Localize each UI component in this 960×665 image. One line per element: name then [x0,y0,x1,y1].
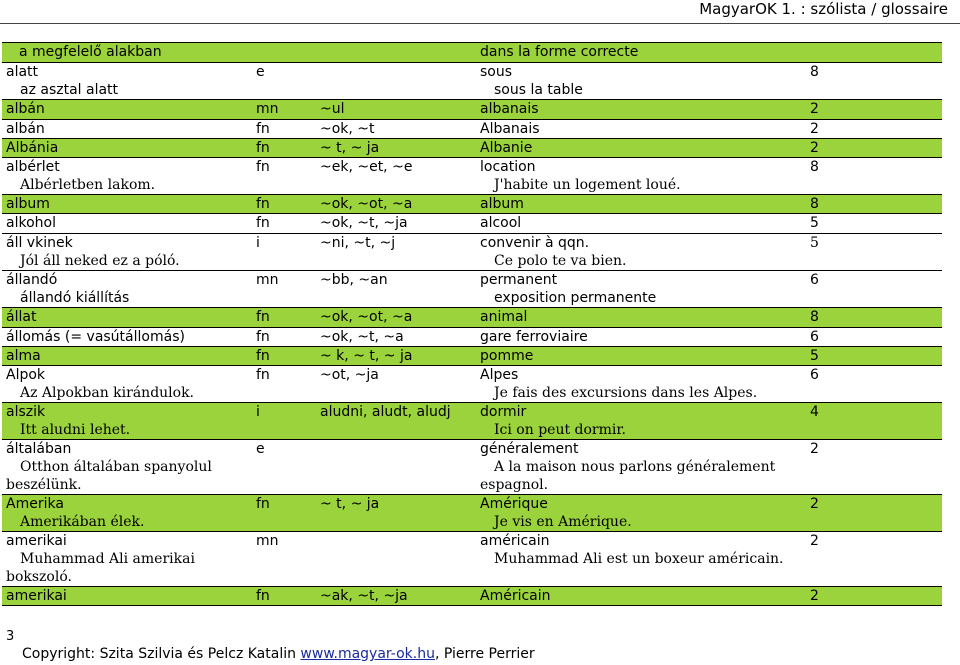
glossary-table [2,42,942,606]
word-fr: permanent [480,272,558,288]
word-fr: gare ferroviaire [480,329,588,345]
example-fr: Ici on peut dormir. [494,422,626,438]
example-fr-cont: espagnol. [480,477,549,493]
word-level: 6 [810,367,819,383]
word-suffixes: ~ok, ~t, ~ja [320,215,408,231]
website-link[interactable]: www.magyar-ok.hu [300,646,435,662]
word-level: 2 [810,441,819,457]
word-fr: albanais [476,100,806,120]
copyright-footer [22,646,535,662]
word-hu: albán [2,100,252,120]
word-suffixes: ~ok, ~ot, ~a [316,308,476,328]
example-hu: Jól áll neked ez a póló. [20,253,180,269]
example-fr: Je vis en Amérique. [494,514,632,530]
word-hu: alkohol [6,215,56,231]
word-hu: Alpok [6,367,46,383]
word-suffixes: ~ul [316,100,476,120]
word-suffixes: ~ok, ~t [320,121,375,137]
header-french: dans la forme correcte [476,43,806,63]
word-class: e [256,64,265,80]
example-fr: Muhammad Ali est un boxeur américain. [494,551,784,567]
word-hu: amerikai [2,587,252,606]
copyright-suffix: , Pierre Perrier [434,646,535,662]
word-fr: Alpes [480,367,519,383]
word-suffixes [316,532,476,587]
word-level: 2 [810,533,819,549]
word-fr: Amérique [480,496,548,512]
word-hu: amerikai [6,533,67,549]
example-fr: Ce polo te va bien. [494,253,627,269]
word-class: mn [256,533,279,549]
table-row [2,271,942,308]
word-class: fn [252,139,316,158]
word-fr: convenir à qqn. [480,235,590,251]
word-class: e [256,441,265,457]
word-class: fn [252,308,316,328]
word-class: fn [252,347,316,366]
word-hu: alatt [6,64,39,80]
word-suffixes: ~ot, ~ja [320,367,379,383]
word-level: 6 [810,329,819,345]
word-hu: általában [6,441,72,457]
word-hu: Amerika [6,496,64,512]
word-fr: animal [476,308,806,328]
word-fr: dormir [480,404,527,420]
word-level: 8 [806,308,942,328]
example-hu: Albérletben lakom. [20,177,156,193]
word-suffixes: aludni, aludt, aludj [316,403,476,440]
example-hu: állandó kiállítás [20,290,130,306]
example-fr: A la maison nous parlons généralement [494,459,776,475]
table-row [2,347,942,366]
word-level: 2 [806,587,942,606]
word-fr: Albanais [480,121,540,137]
table-header-row [2,43,942,63]
word-suffixes: ~ t, ~ ja [316,495,476,532]
table-row [2,139,942,158]
word-fr: généralement [480,441,579,457]
example-fr: Je fais des excursions dans les Alpes. [494,385,758,401]
word-fr: album [476,195,806,214]
word-suffixes: ~ok, ~ot, ~a [316,195,476,214]
word-hu: Albánia [2,139,252,158]
header-hungarian: a megfelelő alakban [2,43,252,63]
table-row [2,440,942,495]
word-class: i [252,403,316,440]
word-suffixes: ~ok, ~t, ~a [320,329,404,345]
example-fr: J'habite un logement loué. [494,177,681,193]
word-level: 6 [810,272,819,288]
word-suffixes [316,440,476,495]
word-hu: állat [2,308,252,328]
word-class: fn [252,495,316,532]
word-fr: location [480,159,536,175]
word-hu: állomás (= vasútállomás) [6,329,185,345]
table-row [2,214,942,234]
word-hu: albán [6,121,45,137]
table-row [2,532,942,587]
word-fr: Albanie [476,139,806,158]
word-level: 5 [806,347,942,366]
word-fr: alcool [480,215,522,231]
word-suffixes: ~ t, ~ ja [316,139,476,158]
table-row [2,328,942,347]
table-row [2,234,942,271]
document-header: MagyarOK 1. : szólista / glossaire [699,0,948,18]
table-row [2,308,942,328]
word-level: 5 [810,235,819,251]
example-hu-cont: beszélünk. [6,477,82,493]
word-hu: alszik [6,404,46,420]
word-class: mn [256,272,279,288]
word-class: fn [252,195,316,214]
header-divider [0,23,960,24]
word-level: 8 [806,195,942,214]
table-row [2,403,942,440]
word-suffixes: ~bb, ~an [320,272,388,288]
table-row [2,63,942,100]
example-fr: exposition permanente [494,290,657,306]
example-hu: Amerikában élek. [20,514,145,530]
word-level: 4 [806,403,942,440]
word-suffixes: ~ni, ~t, ~j [320,235,396,251]
word-hu: áll vkinek [6,235,73,251]
word-level: 2 [806,139,942,158]
word-fr: américain [480,533,550,549]
example-hu: az asztal alatt [20,82,119,98]
word-hu: alma [2,347,252,366]
word-class: fn [256,367,270,383]
example-hu: Az Alpokban kirándulok. [20,385,195,401]
table-row [2,587,942,606]
word-class: fn [252,587,316,606]
word-fr: sous [480,64,513,80]
table-row [2,158,942,195]
table-row [2,120,942,139]
table-row [2,100,942,120]
table-row [2,195,942,214]
word-class: mn [252,100,316,120]
word-class: i [256,235,260,251]
word-hu: albérlet [6,159,60,175]
table-row [2,495,942,532]
word-fr: pomme [476,347,806,366]
word-suffixes: ~ak, ~t, ~ja [316,587,476,606]
word-level: 2 [806,100,942,120]
example-hu: Muhammad Ali amerikai [20,551,195,567]
word-level: 8 [810,159,819,175]
word-hu: állandó [6,272,58,288]
word-class: fn [256,121,270,137]
word-level: 2 [810,121,819,137]
word-level: 8 [810,64,819,80]
word-class: fn [256,215,270,231]
table-row [2,366,942,403]
word-suffixes: ~ek, ~et, ~e [320,159,413,175]
word-suffixes: ~ k, ~ t, ~ ja [316,347,476,366]
example-hu: Otthon általában spanyolul [20,459,212,475]
word-class: fn [256,159,270,175]
word-level: 5 [810,215,819,231]
word-class: fn [256,329,270,345]
example-hu-cont: bokszoló. [6,569,72,585]
page-number: 3 [6,629,15,644]
word-suffixes [316,63,476,100]
copyright-prefix: Copyright: Szita Szilvia és Pelcz Katalin [22,646,301,662]
word-fr: Américain [476,587,806,606]
example-hu: Itt aludni lehet. [20,422,131,438]
example-fr: sous la table [494,82,583,98]
word-hu: album [2,195,252,214]
word-level: 2 [806,495,942,532]
